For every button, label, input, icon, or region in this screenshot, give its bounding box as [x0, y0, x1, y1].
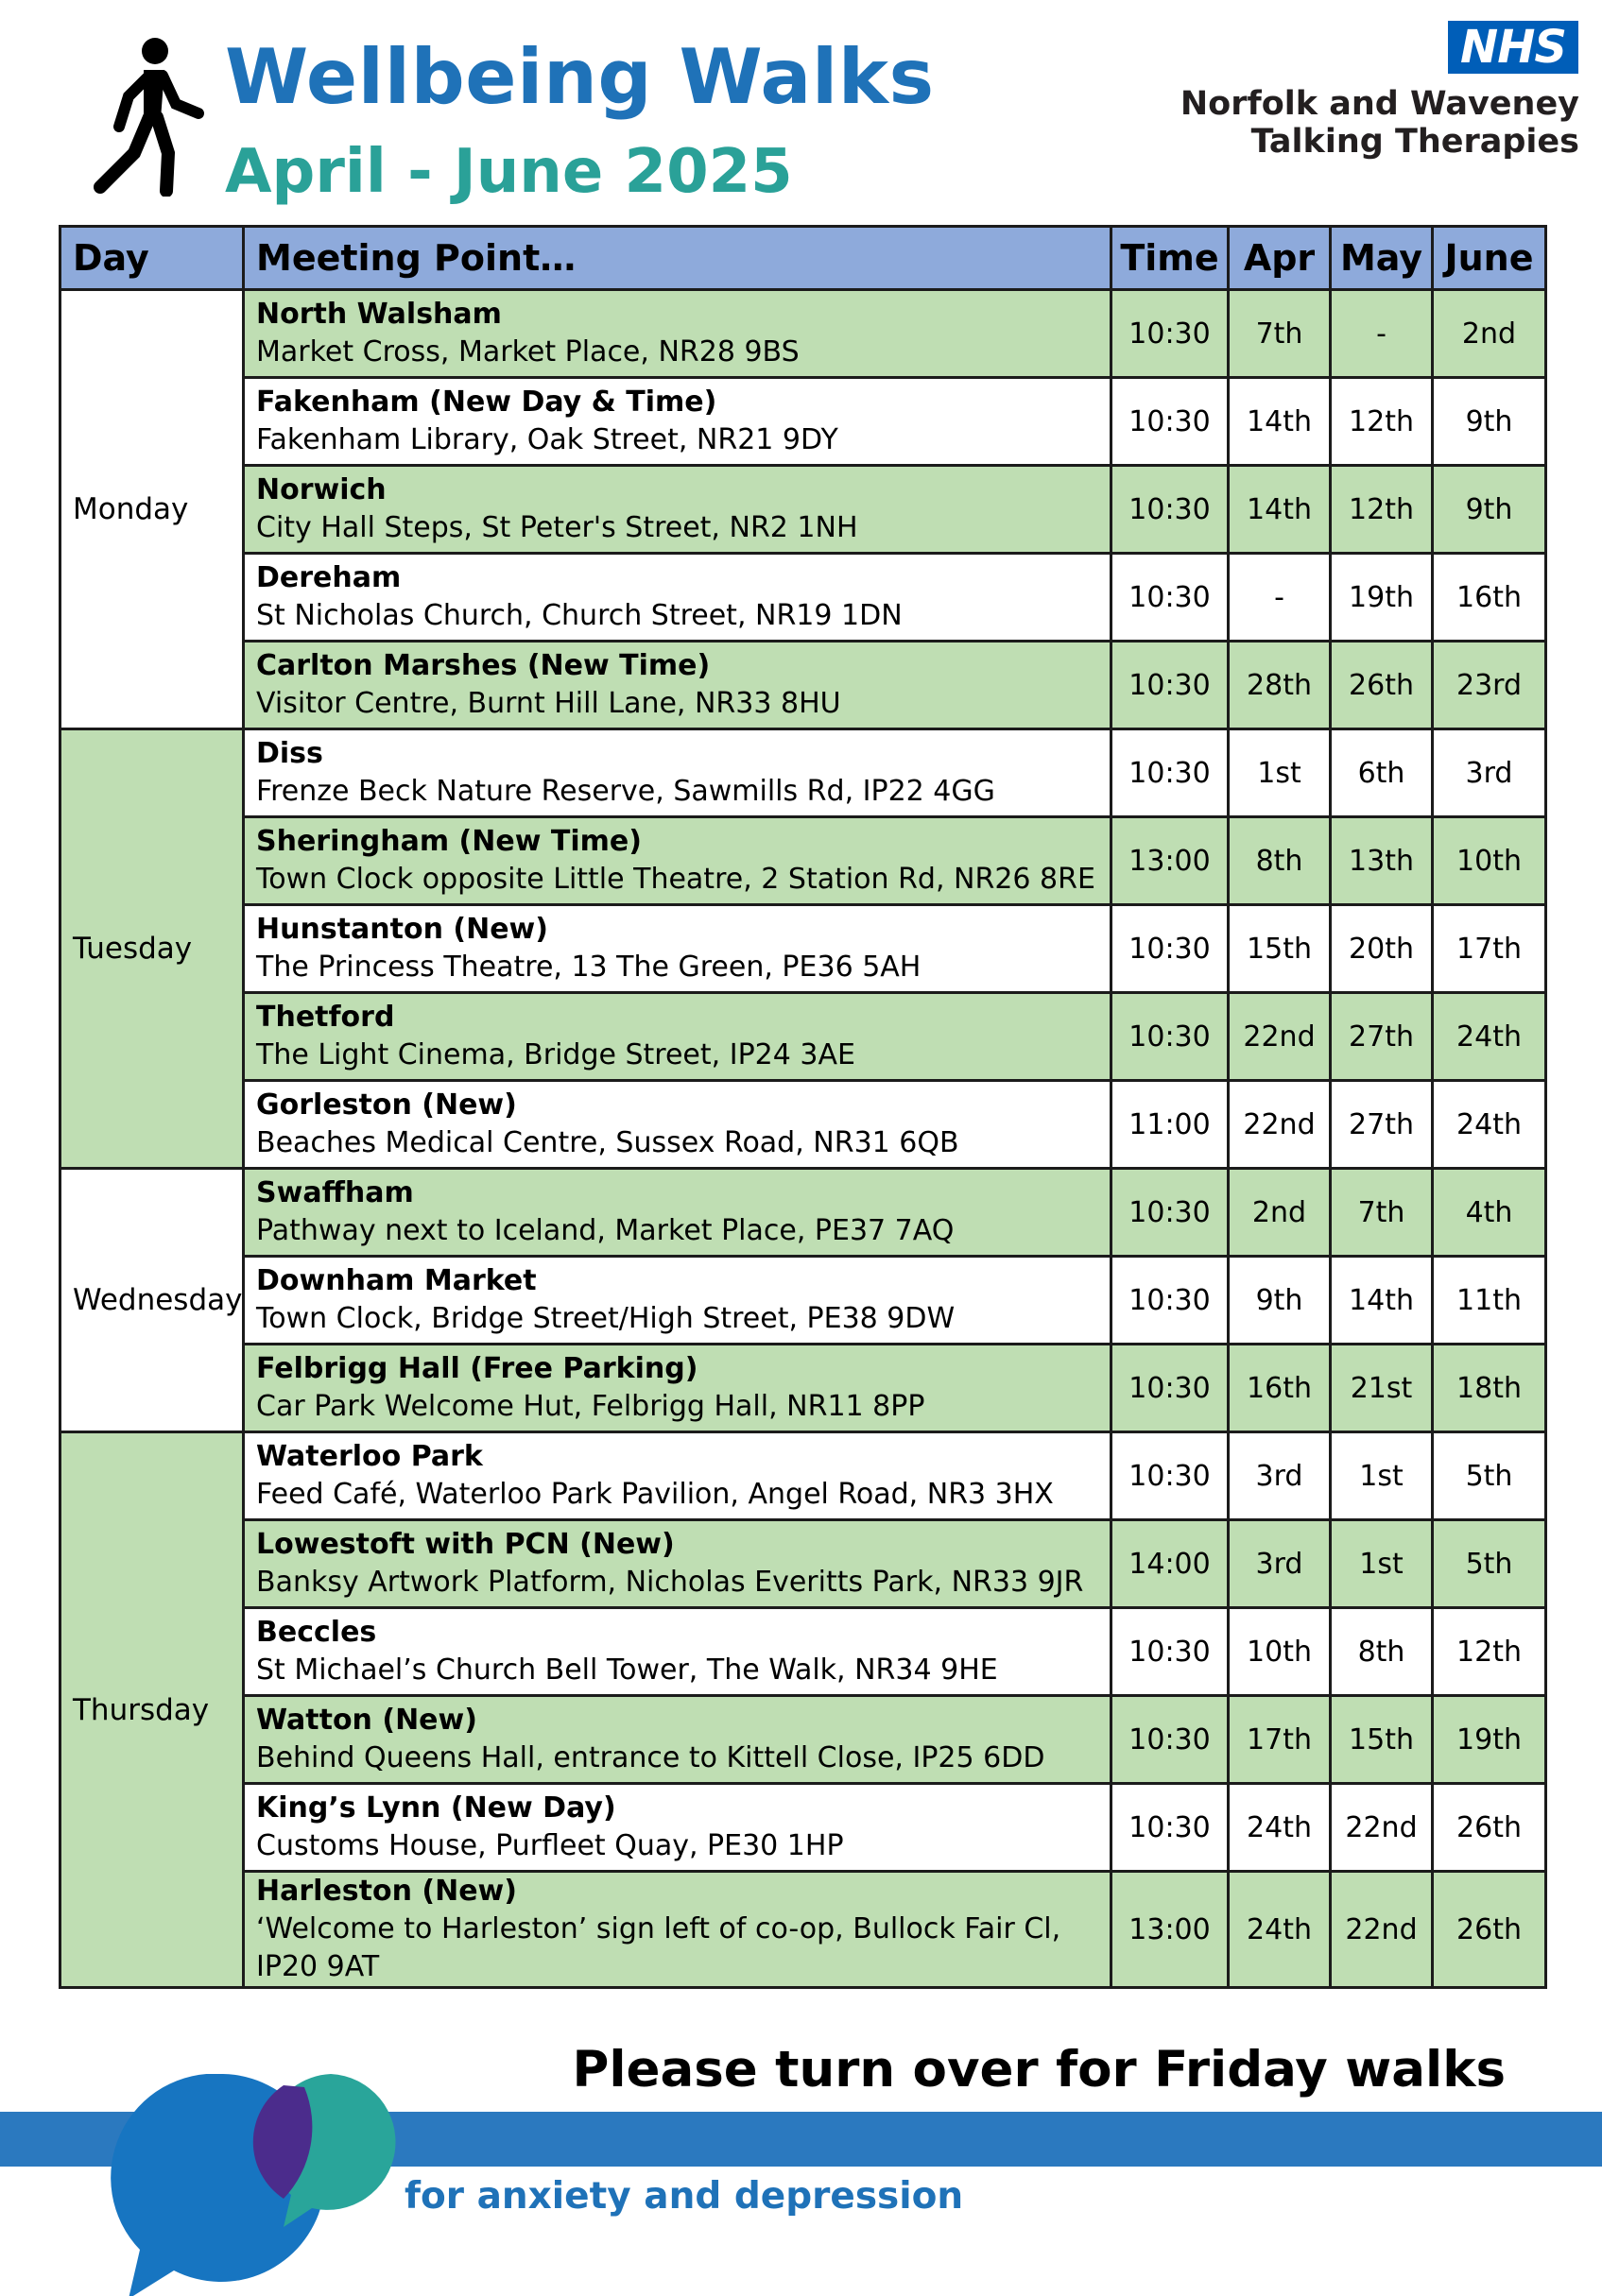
location-address: ‘Welcome to Harleston’ sign left of co-op, Bullock Fair Cl, IP20 9AT — [256, 1912, 1061, 1983]
apr-date-cell: 14th — [1229, 378, 1331, 466]
table-row — [60, 993, 1546, 1081]
may-date-cell: 22nd — [1331, 1784, 1433, 1872]
location-name: Diss — [256, 737, 323, 770]
footer-tagline: for anxiety and depression — [405, 2175, 964, 2218]
location-name: Norwich — [256, 473, 387, 506]
june-date-cell: 17th — [1433, 905, 1546, 993]
time-cell: 10:30 — [1111, 642, 1229, 729]
location-address: Car Park Welcome Hut, Felbrigg Hall, NR11 8PP — [256, 1390, 925, 1423]
may-date-cell: 26th — [1331, 642, 1433, 729]
june-date-cell: 24th — [1433, 1081, 1546, 1169]
meeting-point-cell — [244, 1345, 1111, 1432]
table-row — [60, 1608, 1546, 1696]
apr-date-cell: 9th — [1229, 1257, 1331, 1345]
apr-date-cell: 1st — [1229, 729, 1331, 817]
meeting-point-cell — [244, 466, 1111, 554]
june-date-cell: 5th — [1433, 1432, 1546, 1520]
apr-date-cell: - — [1229, 554, 1331, 642]
header-apr: Apr — [1229, 227, 1331, 290]
time-cell: 10:30 — [1111, 1169, 1229, 1257]
meeting-point-cell — [244, 1696, 1111, 1784]
header-time: Time — [1111, 227, 1229, 290]
time-cell: 10:30 — [1111, 466, 1229, 554]
location-address: Customs House, Purfleet Quay, PE30 1HP — [256, 1829, 844, 1862]
table-row — [60, 1081, 1546, 1169]
organisation-line-1: Norfolk and Waveney — [1180, 85, 1579, 123]
meeting-point-cell — [244, 1169, 1111, 1257]
may-date-cell: 15th — [1331, 1696, 1433, 1784]
may-date-cell: 8th — [1331, 1608, 1433, 1696]
location-name: Gorleston (New) — [256, 1088, 517, 1122]
meeting-point-cell — [244, 817, 1111, 905]
june-date-cell: 2nd — [1433, 290, 1546, 378]
meeting-point-cell — [244, 1432, 1111, 1520]
header-june: June — [1433, 227, 1546, 290]
walks-schedule-table — [59, 225, 1547, 1989]
meeting-point-cell — [244, 1872, 1111, 1988]
table-row — [60, 1169, 1546, 1257]
apr-date-cell: 22nd — [1229, 993, 1331, 1081]
meeting-point-cell — [244, 905, 1111, 993]
meeting-point-cell — [244, 1081, 1111, 1169]
apr-date-cell: 17th — [1229, 1696, 1331, 1784]
apr-date-cell: 3rd — [1229, 1520, 1331, 1608]
location-name: Hunstanton (New) — [256, 913, 548, 946]
meeting-point-cell — [244, 729, 1111, 817]
nhs-logo: NHS — [1448, 21, 1578, 74]
page-title: Wellbeing Walks — [225, 33, 935, 121]
table-row — [60, 1432, 1546, 1520]
may-date-cell: 12th — [1331, 378, 1433, 466]
table-row — [60, 1784, 1546, 1872]
apr-date-cell: 24th — [1229, 1872, 1331, 1988]
meeting-point-cell — [244, 1520, 1111, 1608]
june-date-cell: 11th — [1433, 1257, 1546, 1345]
may-date-cell: 19th — [1331, 554, 1433, 642]
june-date-cell: 18th — [1433, 1345, 1546, 1432]
apr-date-cell: 15th — [1229, 905, 1331, 993]
walking-person-icon — [87, 36, 210, 197]
table-row — [60, 1520, 1546, 1608]
time-cell: 10:30 — [1111, 378, 1229, 466]
location-name: Watton (New) — [256, 1704, 477, 1737]
location-name: Swaffham — [256, 1176, 414, 1209]
may-date-cell: 1st — [1331, 1432, 1433, 1520]
june-date-cell: 4th — [1433, 1169, 1546, 1257]
time-cell: 10:30 — [1111, 993, 1229, 1081]
time-cell: 13:00 — [1111, 817, 1229, 905]
turn-over-note: Please turn over for Friday walks — [572, 2041, 1506, 2099]
location-name: Harleston (New) — [256, 1875, 517, 1908]
time-cell: 10:30 — [1111, 1345, 1229, 1432]
time-cell: 10:30 — [1111, 905, 1229, 993]
time-cell: 13:00 — [1111, 1872, 1229, 1988]
table-row — [60, 729, 1546, 817]
location-address: Behind Queens Hall, entrance to Kittell Close, IP25 6DD — [256, 1741, 1045, 1774]
location-name: Felbrigg Hall (Free Parking) — [256, 1352, 698, 1385]
apr-date-cell: 2nd — [1229, 1169, 1331, 1257]
location-address: Town Clock opposite Little Theatre, 2 Station Rd, NR26 8RE — [256, 863, 1095, 896]
meeting-point-cell — [244, 378, 1111, 466]
header-day: Day — [60, 227, 244, 290]
location-address: Banksy Artwork Platform, Nicholas Everitts Park, NR33 9JR — [256, 1566, 1084, 1599]
table-row — [60, 1345, 1546, 1432]
may-date-cell: 7th — [1331, 1169, 1433, 1257]
june-date-cell: 26th — [1433, 1872, 1546, 1988]
location-address: St Nicholas Church, Church Street, NR19 1DN — [256, 599, 903, 632]
june-date-cell: 19th — [1433, 1696, 1546, 1784]
time-cell: 11:00 — [1111, 1081, 1229, 1169]
june-date-cell: 26th — [1433, 1784, 1546, 1872]
time-cell: 10:30 — [1111, 290, 1229, 378]
location-name: North Walsham — [256, 298, 502, 331]
location-address: Visitor Centre, Burnt Hill Lane, NR33 8HU — [256, 687, 841, 720]
may-date-cell: 1st — [1331, 1520, 1433, 1608]
june-date-cell: 12th — [1433, 1608, 1546, 1696]
meeting-point-cell — [244, 1784, 1111, 1872]
time-cell: 10:30 — [1111, 1257, 1229, 1345]
organisation-name — [1180, 85, 1579, 161]
location-name: Fakenham (New Day & Time) — [256, 386, 717, 419]
apr-date-cell: 24th — [1229, 1784, 1331, 1872]
location-address: City Hall Steps, St Peter's Street, NR2 1NH — [256, 511, 858, 544]
page-subtitle: April - June 2025 — [225, 137, 793, 207]
may-date-cell: 6th — [1331, 729, 1433, 817]
time-cell: 14:00 — [1111, 1520, 1229, 1608]
location-address: St Michael’s Church Bell Tower, The Walk, NR34 9HE — [256, 1653, 998, 1687]
meeting-point-cell — [244, 290, 1111, 378]
day-cell: Thursday — [60, 1432, 244, 1988]
table-row — [60, 1257, 1546, 1345]
location-address: Frenze Beck Nature Reserve, Sawmills Rd, IP22 4GG — [256, 775, 995, 808]
table-body — [60, 290, 1546, 1988]
meeting-point-cell — [244, 554, 1111, 642]
june-date-cell: 24th — [1433, 993, 1546, 1081]
table-header-row — [60, 227, 1546, 290]
location-address: Fakenham Library, Oak Street, NR21 9DY — [256, 423, 838, 456]
time-cell: 10:30 — [1111, 1608, 1229, 1696]
may-date-cell: 27th — [1331, 993, 1433, 1081]
june-date-cell: 23rd — [1433, 642, 1546, 729]
table-row — [60, 905, 1546, 993]
apr-date-cell: 14th — [1229, 466, 1331, 554]
location-name: Thetford — [256, 1001, 395, 1034]
time-cell: 10:30 — [1111, 1696, 1229, 1784]
location-name: King’s Lynn (New Day) — [256, 1791, 616, 1825]
header-meeting-point: Meeting Point… — [244, 227, 1111, 290]
table-row — [60, 817, 1546, 905]
location-name: Dereham — [256, 561, 402, 594]
location-address: The Princess Theatre, 13 The Green, PE36 5AH — [256, 951, 922, 984]
location-address: Town Clock, Bridge Street/High Street, PE38 9DW — [256, 1302, 956, 1335]
apr-date-cell: 8th — [1229, 817, 1331, 905]
june-date-cell: 5th — [1433, 1520, 1546, 1608]
may-date-cell: 12th — [1331, 466, 1433, 554]
location-address: The Light Cinema, Bridge Street, IP24 3AE — [256, 1038, 855, 1071]
organisation-line-2: Talking Therapies — [1250, 123, 1579, 161]
location-name: Waterloo Park — [256, 1440, 483, 1473]
location-address: Pathway next to Iceland, Market Place, PE37 7AQ — [256, 1214, 955, 1247]
may-date-cell: - — [1331, 290, 1433, 378]
location-name: Sheringham (New Time) — [256, 825, 642, 858]
meeting-point-cell — [244, 993, 1111, 1081]
meeting-point-cell — [244, 1257, 1111, 1345]
time-cell: 10:30 — [1111, 1432, 1229, 1520]
table-row — [60, 466, 1546, 554]
apr-date-cell: 28th — [1229, 642, 1331, 729]
may-date-cell: 27th — [1331, 1081, 1433, 1169]
table-row — [60, 378, 1546, 466]
table-row — [60, 290, 1546, 378]
time-cell: 10:30 — [1111, 1784, 1229, 1872]
time-cell: 10:30 — [1111, 554, 1229, 642]
location-name: Lowestoft with PCN (New) — [256, 1528, 675, 1561]
table-row — [60, 554, 1546, 642]
location-name: Beccles — [256, 1616, 377, 1649]
may-date-cell: 21st — [1331, 1345, 1433, 1432]
may-date-cell: 14th — [1331, 1257, 1433, 1345]
table-row — [60, 1696, 1546, 1784]
apr-date-cell: 7th — [1229, 290, 1331, 378]
day-cell: Monday — [60, 290, 244, 729]
june-date-cell: 9th — [1433, 378, 1546, 466]
time-cell: 10:30 — [1111, 729, 1229, 817]
location-address: Market Cross, Market Place, NR28 9BS — [256, 335, 800, 368]
apr-date-cell: 22nd — [1229, 1081, 1331, 1169]
may-date-cell: 20th — [1331, 905, 1433, 993]
location-address: Feed Café, Waterloo Park Pavilion, Angel Road, NR3 3HX — [256, 1478, 1054, 1511]
may-date-cell: 13th — [1331, 817, 1433, 905]
header-may: May — [1331, 227, 1433, 290]
june-date-cell: 10th — [1433, 817, 1546, 905]
day-cell: Tuesday — [60, 729, 244, 1169]
meeting-point-cell — [244, 642, 1111, 729]
day-cell: Wednesday — [60, 1169, 244, 1432]
june-date-cell: 16th — [1433, 554, 1546, 642]
apr-date-cell: 10th — [1229, 1608, 1331, 1696]
apr-date-cell: 3rd — [1229, 1432, 1331, 1520]
june-date-cell: 9th — [1433, 466, 1546, 554]
june-date-cell: 3rd — [1433, 729, 1546, 817]
meeting-point-cell — [244, 1608, 1111, 1696]
table-row — [60, 642, 1546, 729]
location-name: Carlton Marshes (New Time) — [256, 649, 711, 682]
location-address: Beaches Medical Centre, Sussex Road, NR31 6QB — [256, 1126, 959, 1159]
table-row — [60, 1872, 1546, 1988]
location-name: Downham Market — [256, 1264, 537, 1297]
apr-date-cell: 16th — [1229, 1345, 1331, 1432]
may-date-cell: 22nd — [1331, 1872, 1433, 1988]
